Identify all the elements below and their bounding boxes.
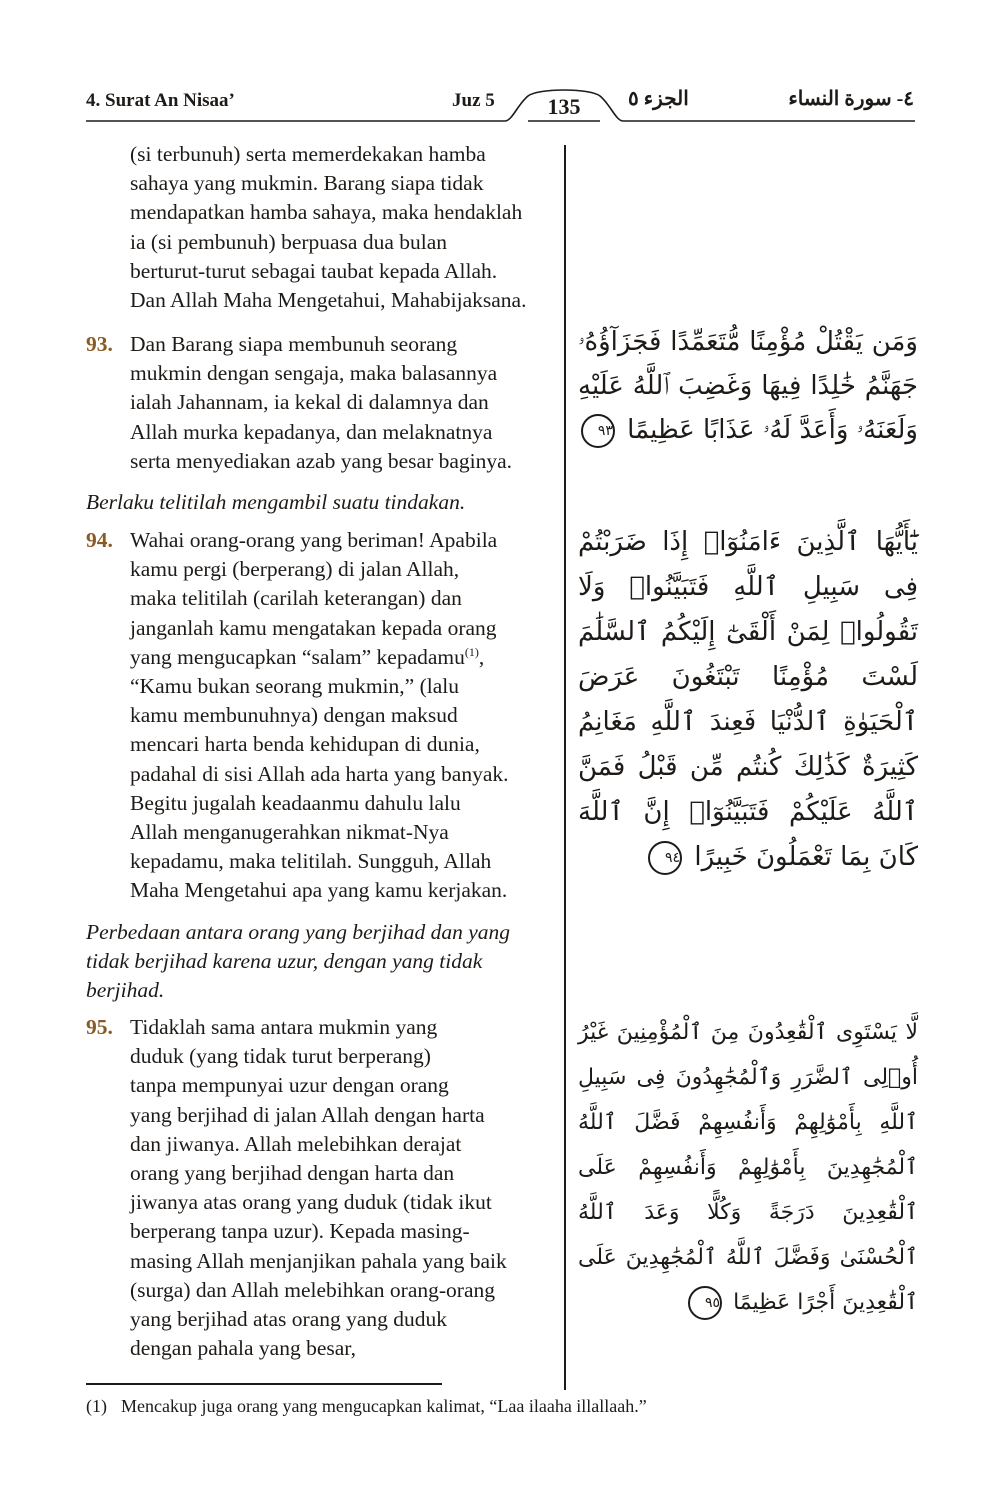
text-line: janganlah kamu mengatakan kepada orang: [130, 615, 497, 640]
text-line: kamu membunuhnya) dengan maksud: [130, 703, 458, 728]
text-line: masing Allah menjanjikan pahala yang baik: [130, 1248, 507, 1273]
text-line: ialah Jahannam, ia kekal di dalamnya dan: [130, 390, 489, 415]
text-line: tanpa mempunyai uzur dengan orang: [130, 1073, 449, 1098]
ayah-end-icon: ٩٣: [581, 414, 615, 448]
text-line: mukmin dengan sengaja, maka balasannya: [130, 361, 498, 386]
verse-number: 93.: [86, 332, 113, 356]
text-line: yang berjihad atas orang yang duduk: [130, 1307, 448, 1332]
text-line: berperang tanpa uzur). Kepada masing-: [130, 1219, 470, 1244]
section-heading: [86, 918, 556, 1006]
text-line: maka telitilah (carilah keterangan) dan: [130, 586, 462, 611]
text-segment: ,: [478, 644, 485, 669]
arabic-text: يَٰٓأَيُّهَا ٱلَّذِينَ ءَامَنُوٓا۟ إِذَا ضَرَبْتُمْ فِى سَبِيلِ ٱللَّهِ فَتَبَيَّنُوا۟ وَلَا تَقُولُوا۟ لِمَنْ أَلْقَىٰٓ إِلَيْكُمُ ٱلسَّلَٰمَ لَسْتَ مُؤْمِنًا تَبْتَغُونَ عَرَضَ ٱلْحَيَوٰةِ ٱلدُّنْيَا فَعِندَ ٱللَّهِ مَغَانِمُ كَثِيرَةٌ كَذَٰلِكَ كُنتُم مِّن قَبْلُ فَمَنَّ ٱللَّهُ عَلَيْكُمْ فَتَبَيَّنُوٓا۟ إِنَّ ٱللَّهَ كَانَ بِمَا تَعْمَلُونَ خَبِيرًا: [578, 527, 918, 872]
text-line: duduk (yang tidak turut berperang): [130, 1044, 431, 1069]
arabic-verse: [578, 1010, 918, 1325]
arabic-text: لَّا يَسْتَوِى ٱلْقَٰعِدُونَ مِنَ ٱلْمُؤْمِنِينَ غَيْرُ أُو۟لِى ٱلضَّرَرِ وَٱلْمُجَٰهِدُونَ فِى سَبِيلِ ٱللَّهِ بِأَمْوَٰلِهِمْ وَأَنفُسِهِمْ فَضَّلَ ٱللَّهُ ٱلْمُجَٰهِدِينَ بِأَمْوَٰلِهِمْ وَأَنفُسِهِمْ عَلَى ٱلْقَٰعِدِينَ دَرَجَةً وَكُلًّا وَعَدَ ٱللَّهُ ٱلْحُسْنَىٰ وَفَضَّلَ ٱللَّهُ ٱلْمُجَٰهِدِينَ عَلَى ٱلْقَٰعِدِينَ أَجْرًا عَظِيمًا: [578, 1020, 918, 1315]
heading-line: tidak berjihad karena uzur, dengan yang tidak: [86, 949, 483, 974]
text-line: dengan pahala yang besar,: [130, 1336, 356, 1361]
column-divider: [564, 145, 566, 1390]
page-number: 135: [547, 94, 581, 119]
text-line: (surga) dan Allah melebihkan orang-orang: [130, 1277, 495, 1302]
text-line: kepadamu, maka telitilah. Sungguh, Allah: [130, 849, 492, 874]
text-line: kamu pergi (berperang) di jalan Allah,: [130, 557, 460, 582]
text-line: dan jiwanya. Allah melebihkan derajat: [130, 1131, 462, 1156]
text-line: (si terbunuh) serta memerdekakan hamba: [130, 142, 486, 166]
heading-line: Perbedaan antara orang yang berjihad dan yang: [86, 920, 510, 944]
arabic-verse: [578, 520, 918, 880]
verse-number: 95.: [86, 1015, 113, 1039]
ayah-end-icon: ٩٥: [688, 1286, 722, 1320]
text-line: padahal di sisi Allah ada harta yang banyak.: [130, 761, 509, 786]
heading-line: berjihad.: [86, 978, 165, 1003]
surah-title: 4. Surat An Nisaa’: [86, 90, 235, 111]
verse-translation: [130, 330, 562, 476]
section-heading: Berlaku telitilah mengambil suatu tindakan.: [86, 490, 466, 514]
text-line: “Kamu bukan seorang mukmin,” (lalu: [130, 674, 459, 699]
arabic-verse: [578, 320, 918, 452]
ayah-end-icon: ٩٤: [648, 841, 682, 875]
text-line: Maha Mengetahui apa yang kamu kerjakan.: [130, 878, 508, 903]
text-line: sahaya yang mukmin. Barang siapa tidak: [130, 171, 484, 196]
header-rule: [0, 0, 1000, 140]
footnote-text: Mencakup juga orang yang mengucapkan kalimat, “Laa ilaaha illallaah.”: [121, 1396, 647, 1416]
text-line: mendapatkan hamba sahaya, maka hendaklah: [130, 200, 523, 225]
text-line: [130, 643, 562, 672]
footnote-rule: [86, 1383, 442, 1385]
juz-label: Juz 5: [452, 90, 495, 111]
text-line: serta menyediakan azab yang besar baginya.: [130, 448, 513, 473]
juz-arabic: الجزء ٥: [628, 88, 689, 110]
text-line: Allah menganugerahkan nikmat-Nya: [130, 820, 449, 845]
verse-translation: [130, 1013, 562, 1363]
footnote-ref[interactable]: (1): [464, 644, 479, 659]
text-line: Tidaklah sama antara mukmin yang: [130, 1015, 438, 1039]
surah-arabic: ٤- سورة النساء: [788, 88, 914, 110]
text-segment: yang mengucapkan “salam” kepadamu: [130, 644, 465, 669]
text-line: Allah murka kepadanya, dan melaknatnya: [130, 419, 493, 444]
text-line: ia (si pembunuh) berpuasa dua bulan: [130, 229, 448, 254]
continuation-paragraph: [130, 140, 562, 315]
text-line: yang berjihad di jalan Allah dengan harta: [130, 1102, 485, 1127]
verse-number: 94.: [86, 528, 113, 552]
text-line: mencari harta benda kehidupan di dunia,: [130, 732, 480, 757]
verse-translation: [130, 526, 562, 906]
text-line: Dan Allah Maha Mengetahui, Mahabijaksana.: [130, 288, 527, 313]
text-line: berturut-turut sebagai taubat kepada Allah.: [130, 258, 498, 283]
footnote: [86, 1394, 906, 1418]
text-line: Begitu jugalah keadaanmu dahulu lalu: [130, 790, 461, 815]
text-line: Dan Barang siapa membunuh seorang: [130, 332, 458, 356]
arabic-text: وَمَن يَقْتُلْ مُؤْمِنًا مُّتَعَمِّدًا فَجَزَآؤُهُۥ جَهَنَّمُ خَٰلِدًا فِيهَا وَغَضِبَ ٱللَّهُ عَلَيْهِ وَلَعَنَهُۥ وَأَعَدَّ لَهُۥ عَذَابًا عَظِيمًا: [578, 327, 918, 445]
footnote-mark: (1): [86, 1396, 107, 1416]
text-line: jiwanya atas orang yang duduk (tidak ikut: [130, 1190, 492, 1215]
text-line: orang yang berjihad dengan harta dan: [130, 1161, 455, 1186]
text-line: Wahai orang-orang yang beriman! Apabila: [130, 528, 498, 552]
